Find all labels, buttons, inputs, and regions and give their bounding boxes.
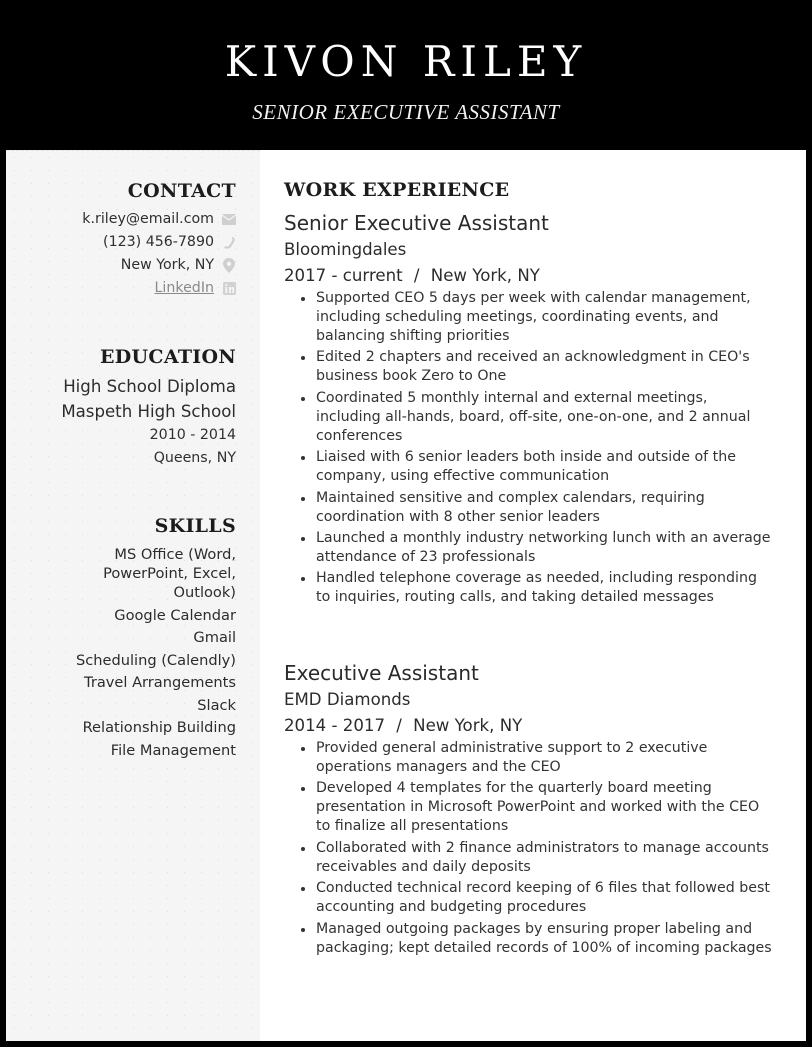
skill-item: MS Office (Word, PowerPoint, Excel, Outlook) [103, 546, 236, 601]
contact-email [0, 208, 236, 231]
contact-heading: CONTACT [127, 180, 236, 202]
skills-heading: SKILLS [154, 515, 236, 537]
job-bullets [284, 739, 774, 958]
job-dates-location [284, 265, 774, 287]
separator: / [396, 716, 402, 735]
skill-item: Google Calendar [114, 606, 236, 624]
email-text: k.riley@email.com [82, 211, 214, 227]
education-years: 2010 - 2014 [149, 427, 236, 443]
contact-phone [0, 231, 236, 254]
skills-section [0, 514, 236, 763]
job-company: EMD Diamonds [284, 690, 411, 709]
bullet-item: Provided general administrative support to 2 executive operations managers and the CEO [316, 739, 774, 777]
contact-linkedin [0, 277, 236, 300]
education-school: Maspeth High School [61, 401, 236, 421]
job-dates: 2017 - current [284, 266, 403, 285]
sidebar [6, 150, 260, 1041]
contact-location [0, 254, 236, 277]
bullet-item: Managed outgoing packages by ensuring proper labeling and packaging; kept detailed records of 100% of incoming packages [316, 920, 774, 958]
linkedin-icon [222, 282, 236, 296]
bullet-item: Edited 2 chapters and received an acknowledgment in CEO's business book Zero to One [316, 348, 774, 386]
bullet-item: Developed 4 templates for the quarterly board meeting presentation in Microsoft PowerPoint and worked with the CEO to finalize all presentations [316, 779, 774, 836]
bullet-item: Conducted technical record keeping of 6 files that followed best accounting and budgeting procedures [316, 879, 774, 917]
job-dates: 2014 - 2017 [284, 716, 385, 735]
location-text: New York, NY [120, 257, 214, 273]
contact-section [0, 179, 236, 300]
education-section [0, 345, 236, 470]
skill-item: File Management [110, 741, 236, 759]
resume-header [0, 0, 812, 150]
work-experience-heading: WORK EXPERIENCE [284, 179, 510, 201]
bullet-item: Launched a monthly industry networking lunch with an average attendance of 23 professionals [316, 529, 774, 567]
job-bullets [284, 289, 774, 607]
bullet-item: Liaised with 6 senior leaders both inside and outside of the company, using effective communication [316, 448, 774, 486]
education-degree: High School Diploma [63, 377, 236, 396]
skill-item: Slack [197, 696, 236, 714]
bullet-item: Collaborated with 2 finance administrators to manage accounts receivables and daily deposits [316, 839, 774, 877]
bullet-item: Maintained sensitive and complex calendars, requiring coordination with 8 other senior leaders [316, 489, 774, 527]
resume-page [6, 150, 806, 1041]
job-entry [284, 210, 774, 610]
job-location: New York, NY [430, 266, 540, 285]
linkedin-link[interactable]: LinkedIn [154, 280, 214, 296]
skill-item: Travel Arrangements [84, 674, 236, 691]
job-location: New York, NY [413, 716, 523, 735]
skills-list [46, 545, 236, 760]
map-pin-icon [222, 259, 236, 273]
job-title: Executive Assistant [284, 661, 479, 685]
bullet-item: Supported CEO 5 days per week with calendar management, including scheduling meetings, coordinating events, and balancing shifting priorities [316, 289, 774, 346]
candidate-title: SENIOR EXECUTIVE ASSISTANT [252, 100, 560, 124]
phone-text: (123) 456-7890 [103, 234, 214, 250]
skill-item: Relationship Building [82, 719, 236, 736]
job-company: Bloomingdales [284, 240, 407, 259]
education-heading: EDUCATION [100, 346, 236, 368]
education-location: Queens, NY [153, 450, 236, 466]
skill-item: Gmail [193, 629, 236, 646]
separator: / [413, 266, 420, 285]
job-entry [284, 660, 774, 960]
bullet-item: Handled telephone coverage as needed, including responding to inquiries, routing calls, and taking detailed messages [316, 569, 774, 607]
job-title: Senior Executive Assistant [284, 211, 549, 235]
skill-item: Scheduling (Calendly) [75, 651, 236, 669]
envelope-icon [222, 213, 236, 227]
phone-icon [222, 236, 236, 250]
job-dates-location [284, 715, 774, 737]
candidate-name: KIVON RILEY [224, 37, 588, 86]
bullet-item: Coordinated 5 monthly internal and external meetings, including all-hands, board, off-site, one-on-one, and 2 annual conferences [316, 389, 774, 446]
